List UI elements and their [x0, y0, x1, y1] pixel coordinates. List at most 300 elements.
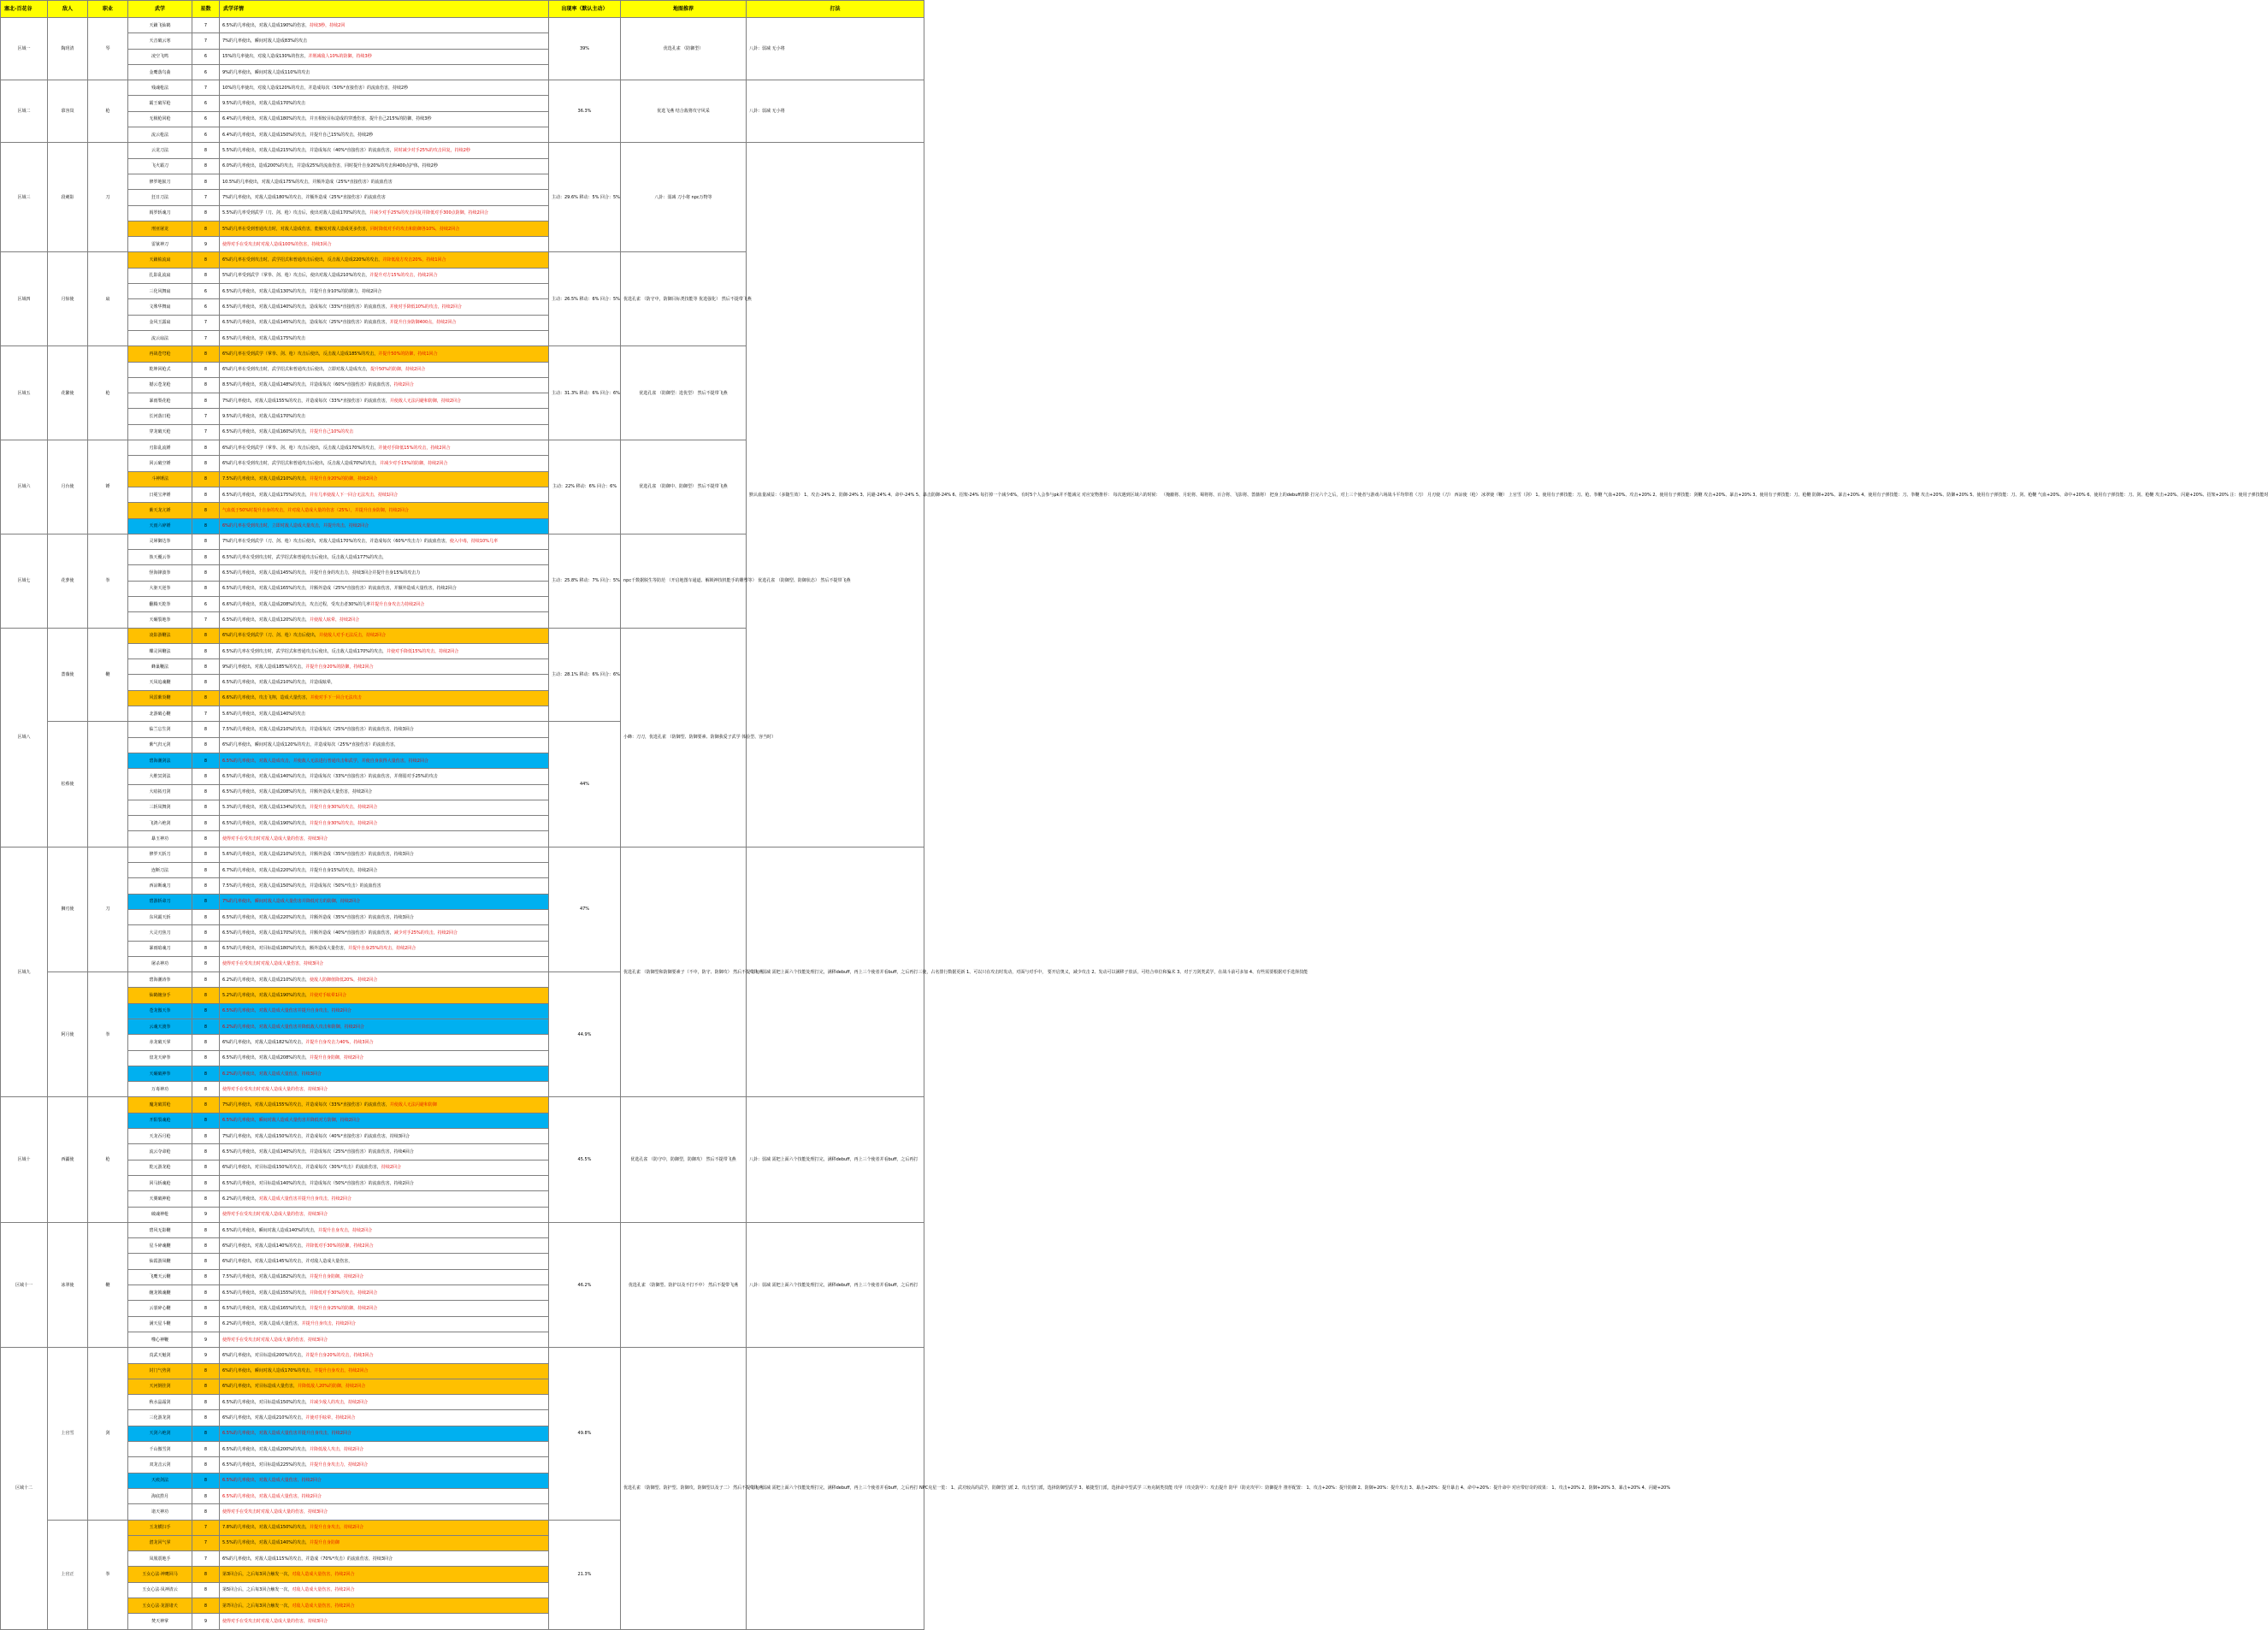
skill-name-cell[interactable]: 天籁飞仙鹤	[128, 18, 192, 33]
appearance-rate-cell[interactable]: 49.8%	[549, 1348, 621, 1520]
skill-name-cell[interactable]: 云龙刀法	[128, 143, 192, 158]
skill-name-cell[interactable]: 狂日刀法	[128, 190, 192, 205]
skill-detail-cell[interactable]	[220, 1003, 549, 1019]
skill-stars-cell[interactable]: 7	[192, 80, 220, 96]
skill-stars-cell[interactable]: 8	[192, 346, 220, 362]
skill-detail-cell[interactable]	[220, 1488, 549, 1503]
skill-name-cell[interactable]: 回马斩魂枪	[128, 1175, 192, 1190]
map-recommend-cell[interactable]: 优选孔雀 （防御型和防御要素子（不中，防守、防御攻） 然后不提带飞燕	[621, 847, 747, 1097]
skill-name-cell[interactable]: 灵犀御达拳	[128, 534, 192, 549]
skill-stars-cell[interactable]: 8	[192, 753, 220, 768]
skill-stars-cell[interactable]: 9	[192, 1348, 220, 1363]
skill-detail-cell[interactable]	[220, 894, 549, 909]
tactic-cell[interactable]: 八卦：弱减 需把上面六个技能处理打完，满移debuff，再上三个使者并看buff，之后再打 NPC克星一览： 1、武功较高的武学，防御型门派 2、攻击型门派，选择防御型武学 3、敏捷型门派，选择命中型武学 三角克制类技能 攻甲（攻克防甲）：攻击提升 防甲（防克攻甲）：防御提升 推荐配置： 1、攻击+20%：提升防御 2、防御+20%：提升攻击 3、暴击+20%：提升暴击 4、命中+20%：提升命中 对应带好奇的效果： 1、攻击+20% 2、防御+20% 3、暴击+20% 4、闪避+20%	[747, 1348, 924, 1629]
skill-stars-cell[interactable]: 8	[192, 393, 220, 409]
skill-name-cell[interactable]: 海底捞月	[128, 1488, 192, 1503]
skill-stars-cell[interactable]: 6	[192, 299, 220, 315]
skill-detail-cell[interactable]	[220, 111, 549, 127]
skill-detail-cell[interactable]	[220, 1457, 549, 1473]
skill-stars-cell[interactable]: 8	[192, 1254, 220, 1269]
skill-name-cell[interactable]: 飞火霸刀	[128, 158, 192, 174]
skill-detail-cell[interactable]	[220, 346, 549, 362]
skill-detail-cell[interactable]	[220, 221, 549, 236]
job-cell[interactable]: 扇	[88, 252, 128, 346]
skill-stars-cell[interactable]: 6	[192, 96, 220, 111]
enemy-cell[interactable]: 狮刃使	[48, 847, 88, 972]
skill-name-cell[interactable]: 刃影乱流锤	[128, 440, 192, 456]
skill-detail-cell[interactable]	[220, 252, 549, 268]
region-cell[interactable]: 区域一	[1, 18, 48, 80]
skill-stars-cell[interactable]: 8	[192, 972, 220, 988]
skill-name-cell[interactable]: 大灵刃焦刀	[128, 925, 192, 941]
skill-detail-cell[interactable]	[220, 1442, 549, 1457]
skill-detail-cell[interactable]	[220, 1363, 549, 1379]
skill-stars-cell[interactable]: 8	[192, 1426, 220, 1441]
skill-detail-cell[interactable]	[220, 456, 549, 471]
header-terrain[interactable]: 地图推荐	[621, 1, 747, 18]
skill-stars-cell[interactable]: 8	[192, 1567, 220, 1582]
skill-detail-cell[interactable]	[220, 1332, 549, 1347]
skill-stars-cell[interactable]: 8	[192, 1598, 220, 1613]
skill-detail-cell[interactable]	[220, 1254, 549, 1269]
skill-stars-cell[interactable]: 8	[192, 769, 220, 784]
skill-stars-cell[interactable]: 8	[192, 847, 220, 862]
skill-name-cell[interactable]: 斗神锤法	[128, 471, 192, 487]
skill-stars-cell[interactable]: 8	[192, 909, 220, 924]
skill-name-cell[interactable]: 碧游斩命刀	[128, 894, 192, 909]
skill-name-cell[interactable]: 金鹰落鸟曲	[128, 64, 192, 80]
skill-detail-cell[interactable]	[220, 1238, 549, 1254]
header-stars[interactable]: 星数	[192, 1, 220, 18]
skill-detail-cell[interactable]	[220, 1191, 549, 1207]
map-recommend-cell[interactable]: 优选孔雀 （防御型、防护型、防御攻，防御型以及子二） 然后不提带飞燕	[621, 1348, 747, 1629]
skill-stars-cell[interactable]: 8	[192, 1050, 220, 1066]
skill-stars-cell[interactable]: 8	[192, 1222, 220, 1237]
header-rate[interactable]: 出现率（默认主动）	[549, 1, 621, 18]
skill-name-cell[interactable]: 阎罗斩魂刀	[128, 205, 192, 221]
skill-name-cell[interactable]: 长河落日枪	[128, 409, 192, 424]
skill-stars-cell[interactable]: 9	[192, 1614, 220, 1629]
skill-stars-cell[interactable]: 9	[192, 237, 220, 252]
job-cell[interactable]: 枪	[88, 346, 128, 440]
skill-name-cell[interactable]: 大维冥剑法	[128, 769, 192, 784]
skill-detail-cell[interactable]	[220, 503, 549, 518]
skill-name-cell[interactable]: 玉龙横扫手	[128, 1520, 192, 1535]
skill-stars-cell[interactable]: 7	[192, 330, 220, 345]
skill-detail-cell[interactable]	[220, 1066, 549, 1081]
region-cell[interactable]: 区域二	[1, 80, 48, 143]
skill-name-cell[interactable]: 文殊华舞扇	[128, 299, 192, 315]
enemy-cell[interactable]: 上官雪	[48, 1348, 88, 1520]
skill-name-cell[interactable]: 东风霸天斩	[128, 909, 192, 924]
skill-detail-cell[interactable]	[220, 628, 549, 643]
skill-detail-cell[interactable]	[220, 800, 549, 815]
skill-name-cell[interactable]: 噬心神鞭	[128, 1332, 192, 1347]
skill-detail-cell[interactable]	[220, 675, 549, 690]
skill-detail-cell[interactable]	[220, 237, 549, 252]
skill-stars-cell[interactable]: 8	[192, 534, 220, 549]
skill-name-cell[interactable]: 穿龙破天枪	[128, 424, 192, 440]
skill-stars-cell[interactable]: 8	[192, 205, 220, 221]
skill-name-cell[interactable]: 天碾裂地拳	[128, 612, 192, 628]
appearance-rate-cell[interactable]: 21.3%	[549, 1520, 621, 1629]
skill-detail-cell[interactable]	[220, 362, 549, 377]
tactic-cell[interactable]: 八卦：弱减 需把上面六个技能处理打完，满移debuff，再上三个使者并看buff，之后再打	[747, 1097, 924, 1222]
skill-name-cell[interactable]: 连断刀法	[128, 863, 192, 878]
skill-detail-cell[interactable]	[220, 127, 549, 143]
skill-detail-cell[interactable]	[220, 925, 549, 941]
appearance-rate-cell[interactable]: 主动：25.8% 移动：7% 回合：5%	[549, 534, 621, 628]
skill-stars-cell[interactable]: 8	[192, 1379, 220, 1394]
skill-stars-cell[interactable]: 8	[192, 377, 220, 393]
appearance-rate-cell[interactable]: 36.3%	[549, 80, 621, 143]
appearance-rate-cell[interactable]: 44%	[549, 722, 621, 847]
skill-stars-cell[interactable]: 8	[192, 816, 220, 831]
skill-detail-cell[interactable]	[220, 612, 549, 628]
appearance-rate-cell[interactable]: 46.2%	[549, 1222, 621, 1347]
region-cell[interactable]: 区域十一	[1, 1222, 48, 1347]
skill-stars-cell[interactable]: 8	[192, 831, 220, 847]
skill-stars-cell[interactable]: 8	[192, 863, 220, 878]
enemy-cell[interactable]: 西疆使	[48, 1097, 88, 1222]
skill-stars-cell[interactable]: 8	[192, 988, 220, 1003]
skill-stars-cell[interactable]: 8	[192, 1113, 220, 1128]
skill-stars-cell[interactable]: 8	[192, 722, 220, 737]
job-cell[interactable]: 拳	[88, 1520, 128, 1629]
skill-stars-cell[interactable]: 8	[192, 1473, 220, 1488]
skill-name-cell[interactable]: 天河倒挂剑	[128, 1379, 192, 1394]
skill-stars-cell[interactable]: 8	[192, 1363, 220, 1379]
skill-name-cell[interactable]: 仙霞游凤鞭	[128, 1254, 192, 1269]
skill-detail-cell[interactable]	[220, 205, 549, 221]
skill-detail-cell[interactable]	[220, 972, 549, 988]
appearance-rate-cell[interactable]: 44.9%	[549, 972, 621, 1097]
skill-detail-cell[interactable]	[220, 1567, 549, 1582]
skill-detail-cell[interactable]	[220, 409, 549, 424]
enemy-cell[interactable]: 花繁使	[48, 346, 88, 440]
skill-detail-cell[interactable]	[220, 1520, 549, 1535]
map-recommend-cell[interactable]: 优选孔雀 （防御型：选优型） 然后不提带飞燕	[621, 346, 747, 440]
skill-detail-cell[interactable]	[220, 268, 549, 283]
skill-name-cell[interactable]: 天籁梳流扇	[128, 252, 192, 268]
skill-name-cell[interactable]: 西凉断魂刀	[128, 878, 192, 894]
region-cell[interactable]: 区域六	[1, 440, 48, 534]
skill-detail-cell[interactable]	[220, 1175, 549, 1190]
skill-name-cell[interactable]: 封门气势剑	[128, 1363, 192, 1379]
appearance-rate-cell[interactable]: 主动：22% 移动：6% 回合：6%	[549, 440, 621, 534]
enemy-cell[interactable]: 花萝使	[48, 534, 88, 628]
enemy-cell[interactable]: 蔷薇使	[48, 628, 88, 722]
skill-name-cell[interactable]: 暴玉神功	[128, 831, 192, 847]
skill-name-cell[interactable]: 霸王破军枪	[128, 96, 192, 111]
skill-detail-cell[interactable]	[220, 988, 549, 1003]
skill-name-cell[interactable]: 无极枪回枪	[128, 111, 192, 127]
skill-detail-cell[interactable]	[220, 330, 549, 345]
skill-detail-cell[interactable]	[220, 1129, 549, 1144]
skill-name-cell[interactable]: 玉女心法·龙游诸天	[128, 1598, 192, 1613]
skill-detail-cell[interactable]	[220, 1207, 549, 1222]
skill-name-cell[interactable]: 天龙吞月枪	[128, 1129, 192, 1144]
skill-stars-cell[interactable]: 6	[192, 64, 220, 80]
skill-stars-cell[interactable]: 8	[192, 784, 220, 800]
tactic-cell[interactable]: 默认血量减益：（多随生效） 1、攻击-24% 2、防御-24% 3、闪避-24% 4、命中-24% 5、暴击防御-24% 6、招架-24% 每打掉一个减少6%，有时5个人会参与pk并不能减完 对应宠物推荐： 每次遇到区域六的时候： （掩蔽将、月轮将、蜀将将、百合将、飞影将、蔷薇将） 把身上的debuff清除 打完六个之后，对上三个使者与游戏六场战斗平均带着（刀） 月刃使（刀） 西凉使（枪） 冰翠使（鞭） 上官雪（剑） 1、使用有子弹技能：刀、枪、拳鞭 气血+20%、攻击+20% 2、使用有子弹技能：剑鞭 攻击+20%、暴击+20% 3、使用有子弹技能：刀、枪鞭 防御+20%、暴击+20% 4、使用有子弹技能：刀、拳鞭 攻击+20%、防御+20% 5、使用有子弹技能：刀、剑、枪鞭 气血+20%、命中+20% 6、使用有子弹技能：刀、剑、枪鞭 攻击+20%、闪避+20%、招架+20% 注：使用子弹技能时	[747, 143, 924, 847]
skill-name-cell[interactable]: 万毒神功	[128, 1082, 192, 1097]
skill-stars-cell[interactable]: 8	[192, 628, 220, 643]
skill-detail-cell[interactable]	[220, 518, 549, 534]
region-cell[interactable]: 区域十	[1, 1097, 48, 1222]
skill-detail-cell[interactable]	[220, 1395, 549, 1410]
skill-detail-cell[interactable]	[220, 377, 549, 393]
appearance-rate-cell[interactable]: 45.5%	[549, 1097, 621, 1222]
skill-name-cell[interactable]: 凌影游鞭法	[128, 628, 192, 643]
header-skill[interactable]: 武学	[128, 1, 192, 18]
skill-stars-cell[interactable]: 8	[192, 158, 220, 174]
skill-detail-cell[interactable]	[220, 831, 549, 847]
skill-name-cell[interactable]: 潜龙回气掌	[128, 1535, 192, 1550]
enemy-cell[interactable]: 月惊使	[48, 252, 88, 346]
skill-stars-cell[interactable]: 8	[192, 737, 220, 753]
skill-name-cell[interactable]: 流云枪法	[128, 127, 192, 143]
skill-detail-cell[interactable]	[220, 753, 549, 768]
skill-detail-cell[interactable]	[220, 1598, 549, 1613]
skill-name-cell[interactable]: 凌空飞鸣	[128, 49, 192, 64]
skill-name-cell[interactable]: 日冕宝斧锤	[128, 487, 192, 502]
skill-detail-cell[interactable]	[220, 174, 549, 189]
region-cell[interactable]: 区域十二	[1, 1348, 48, 1629]
skill-stars-cell[interactable]: 8	[192, 565, 220, 581]
skill-name-cell[interactable]: 碧风无影鞭	[128, 1222, 192, 1237]
skill-stars-cell[interactable]: 8	[192, 1442, 220, 1457]
skill-name-cell[interactable]: 北游破心鞭	[128, 706, 192, 722]
skill-stars-cell[interactable]: 8	[192, 1488, 220, 1503]
skill-stars-cell[interactable]: 8	[192, 1395, 220, 1410]
skill-name-cell[interactable]: 魔龙破霄枪	[128, 1097, 192, 1113]
skill-name-cell[interactable]: 流云夺命枪	[128, 1144, 192, 1160]
job-cell[interactable]: 琴	[88, 18, 128, 80]
job-cell[interactable]: 刀	[88, 143, 128, 252]
skill-name-cell[interactable]: 云魂天渡拳	[128, 1019, 192, 1035]
skill-detail-cell[interactable]	[220, 581, 549, 596]
skill-stars-cell[interactable]: 6	[192, 111, 220, 127]
skill-name-cell[interactable]: 碧海潮剑法	[128, 753, 192, 768]
skill-detail-cell[interactable]	[220, 706, 549, 722]
skill-detail-cell[interactable]	[220, 424, 549, 440]
skill-name-cell[interactable]: 雷狱神刀	[128, 237, 192, 252]
skill-detail-cell[interactable]	[220, 487, 549, 502]
map-recommend-cell[interactable]: 优选孔雀 （防御型）	[621, 18, 747, 80]
skill-name-cell[interactable]: 大驱天逆拳	[128, 581, 192, 596]
job-cell[interactable]: 刀	[88, 847, 128, 972]
skill-detail-cell[interactable]	[220, 1035, 549, 1050]
skill-detail-cell[interactable]	[220, 1473, 549, 1488]
skill-stars-cell[interactable]: 7	[192, 612, 220, 628]
skill-name-cell[interactable]: 天碾破神拳	[128, 1066, 192, 1081]
skill-name-cell[interactable]: 飞鸿六绝剑	[128, 816, 192, 831]
skill-name-cell[interactable]: 临兰忘生剑	[128, 722, 192, 737]
skill-stars-cell[interactable]: 8	[192, 643, 220, 658]
skill-name-cell[interactable]: 乾元游龙枪	[128, 1160, 192, 1175]
skill-stars-cell[interactable]: 8	[192, 252, 220, 268]
skill-detail-cell[interactable]	[220, 737, 549, 753]
skill-name-cell[interactable]: 暴雨暗魂刀	[128, 941, 192, 956]
skill-name-cell[interactable]: 金风玉露扇	[128, 315, 192, 330]
appearance-rate-cell[interactable]: 主动：29.6% 移动：5% 回合：5%	[549, 143, 621, 252]
skill-stars-cell[interactable]: 8	[192, 956, 220, 972]
skill-detail-cell[interactable]	[220, 1504, 549, 1520]
map-recommend-cell[interactable]: 八卦：弱减 刀小将 npc万物等	[621, 143, 747, 252]
skill-name-cell[interactable]: 回云破空锤	[128, 456, 192, 471]
skill-name-cell[interactable]: 盘龙天碎拳	[128, 1050, 192, 1066]
skill-detail-cell[interactable]	[220, 847, 549, 862]
region-cell[interactable]: 区域五	[1, 346, 48, 440]
header-job[interactable]: 职业	[88, 1, 128, 18]
skill-stars-cell[interactable]: 8	[192, 1301, 220, 1316]
skill-name-cell[interactable]: 天雨六碎锤	[128, 518, 192, 534]
tactic-cell[interactable]: 八卦：弱减 需把上面六个技能处理打完，满移debuff，再上三个使者并看buff，之后再打	[747, 1222, 924, 1347]
skill-detail-cell[interactable]	[220, 722, 549, 737]
skill-detail-cell[interactable]	[220, 1097, 549, 1113]
skill-name-cell[interactable]: 飞鹰天云鞭	[128, 1269, 192, 1285]
skill-stars-cell[interactable]: 8	[192, 1003, 220, 1019]
skill-name-cell[interactable]: 暴雨梨花枪	[128, 393, 192, 409]
skill-name-cell[interactable]: 天痕剑法	[128, 1473, 192, 1488]
skill-stars-cell[interactable]: 8	[192, 174, 220, 189]
job-cell[interactable]	[88, 722, 128, 847]
skill-stars-cell[interactable]: 8	[192, 1129, 220, 1144]
skill-name-cell[interactable]: 苍龙傲天拳	[128, 1003, 192, 1019]
skill-stars-cell[interactable]: 8	[192, 659, 220, 675]
skill-detail-cell[interactable]	[220, 1535, 549, 1550]
skill-stars-cell[interactable]: 6	[192, 127, 220, 143]
job-cell[interactable]: 鞭	[88, 1222, 128, 1347]
skill-stars-cell[interactable]: 8	[192, 1160, 220, 1175]
skill-stars-cell[interactable]: 7	[192, 424, 220, 440]
skill-stars-cell[interactable]: 7	[192, 1520, 220, 1535]
skill-name-cell[interactable]: 修罗地狱刀	[128, 174, 192, 189]
skill-name-cell[interactable]: 真武天魁剑	[128, 1348, 192, 1363]
skill-stars-cell[interactable]: 6	[192, 284, 220, 299]
skill-name-cell[interactable]: 千山傲雪剑	[128, 1442, 192, 1457]
job-cell[interactable]: 拳	[88, 534, 128, 628]
skill-stars-cell[interactable]: 8	[192, 1097, 220, 1113]
job-cell[interactable]: 剑	[88, 1348, 128, 1520]
map-recommend-cell[interactable]: 优选孔雀 （防御中、防御型） 然后不提带飞燕	[621, 440, 747, 534]
skill-stars-cell[interactable]: 8	[192, 1175, 220, 1190]
skill-name-cell[interactable]: 刑亚屠龙	[128, 221, 192, 236]
skill-name-cell[interactable]: 诸天神功	[128, 1504, 192, 1520]
skill-detail-cell[interactable]	[220, 863, 549, 878]
skill-detail-cell[interactable]	[220, 190, 549, 205]
skill-name-cell[interactable]: 仙鹤缠身手	[128, 988, 192, 1003]
skill-detail-cell[interactable]	[220, 1301, 549, 1316]
region-cell[interactable]: 区域七	[1, 534, 48, 628]
skill-detail-cell[interactable]	[220, 1379, 549, 1394]
skill-name-cell[interactable]: 残魂枪法	[128, 80, 192, 96]
skill-name-cell[interactable]: 天音破云寒	[128, 33, 192, 49]
skill-detail-cell[interactable]	[220, 596, 549, 611]
skill-name-cell[interactable]: 赤龙破天掌	[128, 1035, 192, 1050]
job-cell[interactable]: 拳	[88, 972, 128, 1097]
skill-stars-cell[interactable]: 8	[192, 925, 220, 941]
skill-detail-cell[interactable]	[220, 550, 549, 565]
skill-detail-cell[interactable]	[220, 909, 549, 924]
skill-stars-cell[interactable]: 8	[192, 1582, 220, 1598]
skill-detail-cell[interactable]	[220, 315, 549, 330]
skill-detail-cell[interactable]	[220, 80, 549, 96]
map-recommend-cell[interactable]: 优选飞燕 结合敌将攻守风采	[621, 80, 747, 143]
skill-name-cell[interactable]: 三化风舞扇	[128, 284, 192, 299]
skill-name-cell[interactable]: 流云扇法	[128, 330, 192, 345]
header-tactic[interactable]: 打法	[747, 1, 924, 18]
skill-name-cell[interactable]: 蝶灵回鞭法	[128, 643, 192, 658]
skill-detail-cell[interactable]	[220, 1019, 549, 1035]
skill-name-cell[interactable]: 三化游龙剑	[128, 1410, 192, 1426]
skill-stars-cell[interactable]: 8	[192, 550, 220, 565]
skill-name-cell[interactable]: 紫气归元剑	[128, 737, 192, 753]
skill-detail-cell[interactable]	[220, 284, 549, 299]
skill-stars-cell[interactable]: 8	[192, 1191, 220, 1207]
skill-stars-cell[interactable]: 8	[192, 1316, 220, 1332]
skill-stars-cell[interactable]: 8	[192, 1410, 220, 1426]
skill-name-cell[interactable]: 秋水晶霜剑	[128, 1395, 192, 1410]
skill-stars-cell[interactable]: 8	[192, 941, 220, 956]
skill-detail-cell[interactable]	[220, 1113, 549, 1128]
skill-name-cell[interactable]: 凤凰震地手	[128, 1551, 192, 1567]
skill-detail-cell[interactable]	[220, 784, 549, 800]
skill-stars-cell[interactable]: 8	[192, 675, 220, 690]
skill-stars-cell[interactable]: 8	[192, 503, 220, 518]
skill-stars-cell[interactable]: 8	[192, 1035, 220, 1050]
enemy-cell[interactable]: 慕容岚	[48, 80, 88, 143]
skill-name-cell[interactable]: 怪海锋波拳	[128, 565, 192, 581]
region-cell[interactable]: 区域四	[1, 252, 48, 346]
skill-stars-cell[interactable]: 8	[192, 143, 220, 158]
skill-detail-cell[interactable]	[220, 1050, 549, 1066]
skill-detail-cell[interactable]	[220, 1410, 549, 1426]
skill-name-cell[interactable]: 翻腾天乾拳	[128, 596, 192, 611]
skill-detail-cell[interactable]	[220, 143, 549, 158]
enemy-cell[interactable]: 月台使	[48, 440, 88, 534]
skill-name-cell[interactable]: 乾坤回枪式	[128, 362, 192, 377]
skill-stars-cell[interactable]: 7	[192, 315, 220, 330]
region-cell[interactable]: 区域九	[1, 847, 48, 1097]
skill-name-cell[interactable]: 玉女心法·神鹰回马	[128, 1567, 192, 1582]
skill-stars-cell[interactable]: 8	[192, 1285, 220, 1301]
skill-detail-cell[interactable]	[220, 941, 549, 956]
skill-stars-cell[interactable]: 9	[192, 1332, 220, 1347]
skill-stars-cell[interactable]: 6	[192, 49, 220, 64]
skill-stars-cell[interactable]: 8	[192, 362, 220, 377]
skill-detail-cell[interactable]	[220, 299, 549, 315]
skill-detail-cell[interactable]	[220, 534, 549, 549]
skill-detail-cell[interactable]	[220, 158, 549, 174]
job-cell[interactable]: 枪	[88, 1097, 128, 1222]
skill-stars-cell[interactable]: 7	[192, 18, 220, 33]
skill-name-cell[interactable]: 紫天龙亢锤	[128, 503, 192, 518]
skill-detail-cell[interactable]	[220, 769, 549, 784]
job-cell[interactable]: 锤	[88, 440, 128, 534]
skill-detail-cell[interactable]	[220, 659, 549, 675]
skill-stars-cell[interactable]: 8	[192, 471, 220, 487]
skill-stars-cell[interactable]: 8	[192, 268, 220, 283]
skill-name-cell[interactable]: 撼云苍龙枪	[128, 377, 192, 393]
skill-stars-cell[interactable]: 7	[192, 33, 220, 49]
region-cell[interactable]: 区域八	[1, 628, 48, 847]
skill-name-cell[interactable]: 天凤追魂鞭	[128, 675, 192, 690]
header-enemy[interactable]: 敌人	[48, 1, 88, 18]
skill-stars-cell[interactable]: 8	[192, 487, 220, 502]
skill-stars-cell[interactable]: 8	[192, 221, 220, 236]
